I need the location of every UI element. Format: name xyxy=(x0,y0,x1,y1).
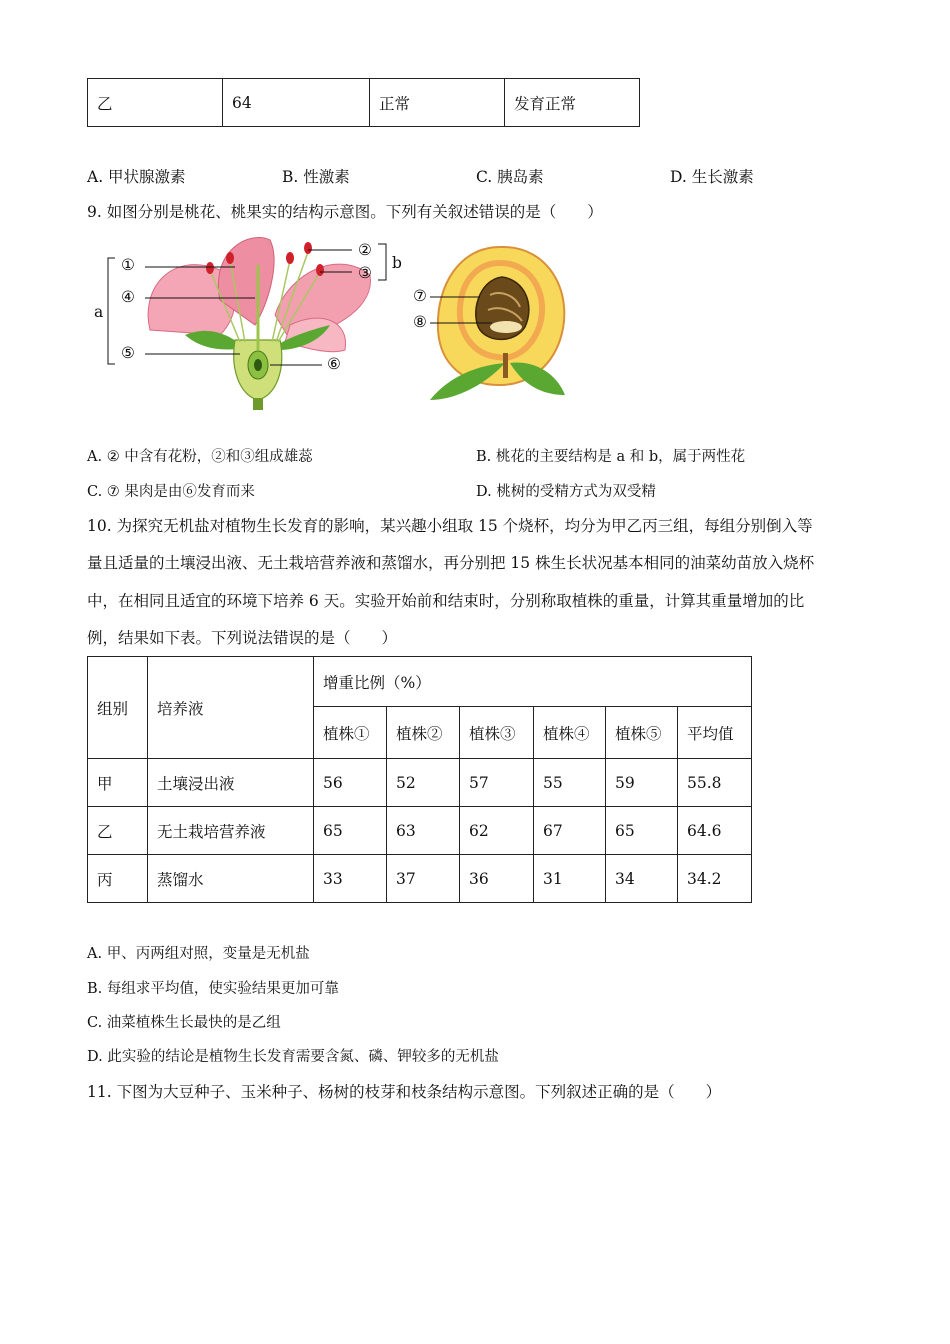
q8-option-b: B. 性激素 xyxy=(282,168,350,186)
q10-option-a: A. 甲、丙两组对照，变量是无机盐 xyxy=(87,946,310,962)
row-value: 62 xyxy=(460,807,534,855)
q9-option-d: D. 桃树的受精方式为双受精 xyxy=(476,484,656,500)
peach-fruit-diagram xyxy=(410,235,590,410)
subheader-plant-3: 植株③ xyxy=(460,707,534,759)
q8-option-c: C. 胰岛素 xyxy=(476,168,544,186)
header-medium: 培养液 xyxy=(148,657,314,759)
q9-option-b: B. 桃花的主要结构是 a 和 b，属于两性花 xyxy=(476,449,746,465)
row-value: 65 xyxy=(606,807,678,855)
row-medium: 土壤浸出液 xyxy=(148,759,314,807)
header-group: 组别 xyxy=(88,657,148,759)
label-a: a xyxy=(94,303,104,321)
subheader-plant-1: 植株① xyxy=(314,707,387,759)
q8-option-a: A. 甲状腺激素 xyxy=(87,168,186,186)
row-value: 55.8 xyxy=(678,759,752,807)
label-7: ⑦ xyxy=(413,287,427,305)
label-5: ⑤ xyxy=(121,344,135,362)
label-3: ③ xyxy=(358,264,372,282)
q11-stem: 11. 下图为大豆种子、玉米种子、杨树的枝芽和枝条结构示意图。下列叙述正确的是（ ） xyxy=(87,1083,722,1101)
row-group: 丙 xyxy=(88,855,148,903)
row-medium: 无土栽培营养液 xyxy=(148,807,314,855)
subheader-plant-5: 植株⑤ xyxy=(606,707,678,759)
subheader-average: 平均值 xyxy=(678,707,752,759)
q8-option-d: D. 生长激素 xyxy=(670,168,754,186)
row-value: 31 xyxy=(534,855,606,903)
row-value: 56 xyxy=(314,759,387,807)
row-value: 67 xyxy=(534,807,606,855)
label-2: ② xyxy=(358,241,372,259)
row-group: 乙 xyxy=(88,807,148,855)
q10-stem-line-2: 量且适量的土壤浸出液、无土栽培营养液和蒸馏水，再分别把 15 株生长状况基本相同的油菜幼苗放入烧杯 xyxy=(87,554,815,572)
row-value: 33 xyxy=(314,855,387,903)
q10-stem-line-3: 中，在相同且适宜的环境下培养 6 天。实验开始前和结束时，分别称取植株的重量，计算其重量增加的比 xyxy=(87,592,805,610)
row-value: 57 xyxy=(460,759,534,807)
table-cell: 64 xyxy=(223,79,370,127)
label-b: b xyxy=(392,254,402,272)
row-value: 55 xyxy=(534,759,606,807)
row-value: 59 xyxy=(606,759,678,807)
row-value: 37 xyxy=(387,855,460,903)
subheader-plant-2: 植株② xyxy=(387,707,460,759)
row-group: 甲 xyxy=(88,759,148,807)
row-medium: 蒸馏水 xyxy=(148,855,314,903)
q10-stem-line-4: 例，结果如下表。下列说法错误的是（ ） xyxy=(87,629,398,647)
table-row xyxy=(88,807,752,855)
row-value: 64.6 xyxy=(678,807,752,855)
q10-option-c: C. 油菜植株生长最快的是乙组 xyxy=(87,1015,281,1031)
row-value: 52 xyxy=(387,759,460,807)
results-table xyxy=(87,656,752,903)
top-table xyxy=(87,78,640,127)
q9-option-c: C. ⑦ 果肉是由⑥发育而来 xyxy=(87,484,255,500)
table-cell: 发育正常 xyxy=(505,79,640,127)
table-row xyxy=(88,855,752,903)
subheader-plant-4: 植株④ xyxy=(534,707,606,759)
table-cell: 正常 xyxy=(370,79,505,127)
q9-stem: 9. 如图分别是桃花、桃果实的结构示意图。下列有关叙述错误的是（ ） xyxy=(87,203,603,221)
row-value: 36 xyxy=(460,855,534,903)
row-value: 34 xyxy=(606,855,678,903)
q10-option-d: D. 此实验的结论是植物生长发育需要含氮、磷、钾较多的无机盐 xyxy=(87,1049,499,1065)
table-cell: 乙 xyxy=(88,79,223,127)
q10-stem-line-1: 10. 为探究无机盐对植物生长发育的影响，某兴趣小组取 15 个烧杯，均分为甲乙丙三组，每组分别倒入等 xyxy=(87,517,813,535)
label-4: ④ xyxy=(121,288,135,306)
q9-option-a: A. ② 中含有花粉，②和③组成雄蕊 xyxy=(87,449,313,465)
row-value: 63 xyxy=(387,807,460,855)
label-1: ① xyxy=(121,256,135,274)
row-value: 34.2 xyxy=(678,855,752,903)
label-6: ⑥ xyxy=(327,355,341,373)
q10-option-b: B. 每组求平均值，使实验结果更加可靠 xyxy=(87,981,339,997)
table-row xyxy=(88,759,752,807)
row-value: 65 xyxy=(314,807,387,855)
header-ratio: 增重比例（%） xyxy=(314,657,752,707)
label-8: ⑧ xyxy=(413,313,427,331)
